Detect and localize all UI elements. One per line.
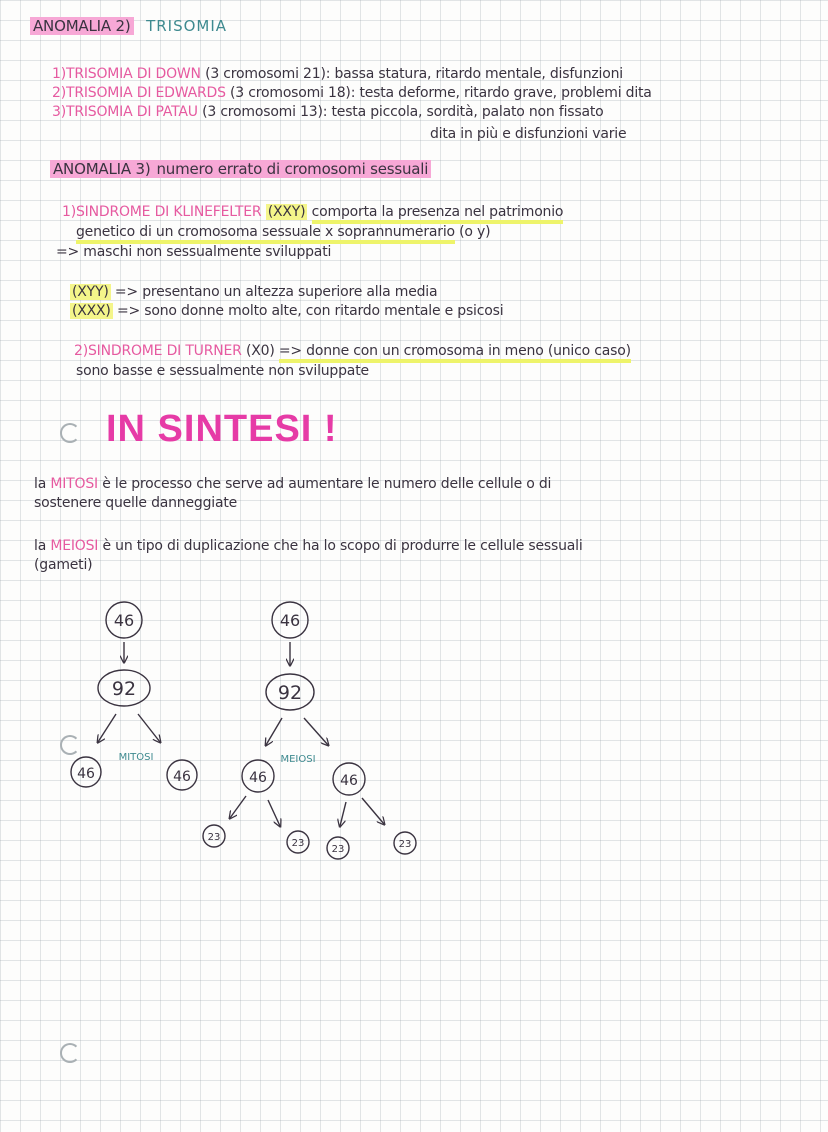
arrow bbox=[340, 802, 346, 826]
arrow bbox=[304, 718, 328, 745]
karyotype: (XXX) bbox=[72, 303, 111, 319]
patau-continuation: dita in più e disfunzioni varie bbox=[430, 126, 627, 142]
meiosi-gamete: 23 bbox=[207, 832, 221, 843]
prefix: la bbox=[34, 538, 47, 554]
mitosi-mid: 92 bbox=[111, 678, 137, 700]
karyotype-desc: => presentano un altezza superiore alla media bbox=[114, 284, 438, 300]
karyotype-desc: => sono donne molto alte, con ritardo mentale e psicosi bbox=[116, 303, 504, 319]
karyotype: (XYY) bbox=[72, 284, 109, 300]
syndrome-desc: => donne con un cromosoma in meno (unico caso) bbox=[279, 343, 631, 363]
definition-text: è un tipo di duplicazione che ha lo scopo di produrre le cellule sessuali bbox=[102, 538, 583, 554]
arrow bbox=[268, 800, 280, 826]
item-desc: (3 cromosomi 21): bassa statura, ritardo mentale, disfunzioni bbox=[205, 66, 623, 82]
item-number: 1) bbox=[52, 66, 66, 82]
item-desc: (3 cromosomi 13): testa piccola, sordità, palato non fissato bbox=[202, 104, 604, 120]
term-meiosi: MEIOSI bbox=[50, 538, 99, 554]
syndrome-name: SINDROME DI TURNER bbox=[87, 343, 242, 359]
section3-subheading: numero errato di cromosomi sessuali bbox=[154, 160, 432, 178]
syndrome-name: SINDROME DI KLINEFELTER bbox=[75, 204, 262, 220]
arrow bbox=[98, 714, 116, 742]
syndrome-desc: (o y) bbox=[459, 224, 491, 240]
definition-text: è le processo che serve ad aumentare le numero delle cellule o di bbox=[102, 476, 552, 492]
section2-subheading: TRISOMIA bbox=[146, 17, 228, 35]
prefix: la bbox=[34, 476, 47, 492]
mitosi-label: MITOSI bbox=[118, 752, 154, 763]
item-number: 2) bbox=[74, 343, 88, 359]
item-number: 2) bbox=[52, 85, 66, 101]
meiosi-gamete: 23 bbox=[398, 839, 412, 850]
meiosi-definition-cont: (gameti) bbox=[34, 557, 93, 573]
karyotype: (X0) bbox=[245, 343, 275, 359]
mitosi-root: 46 bbox=[113, 611, 135, 630]
section3-heading: ANOMALIA 3) bbox=[50, 160, 154, 178]
mitosi-child: 46 bbox=[77, 766, 95, 782]
arrow bbox=[138, 714, 160, 742]
syndrome-desc: comporta la presenza nel patrimonio bbox=[312, 204, 564, 224]
summary-title: IN SINTESI ! bbox=[106, 408, 338, 450]
section2-heading: ANOMALIA 2) bbox=[30, 17, 134, 35]
meiosi-mid: 92 bbox=[277, 682, 303, 704]
mitosi-definition-cont: sostenere quelle danneggiate bbox=[34, 495, 238, 511]
turner-line2: sono basse e sessualmente non sviluppate bbox=[76, 363, 369, 379]
item-number: 1) bbox=[62, 204, 76, 220]
item-name: TRISOMIA DI EDWARDS bbox=[65, 85, 226, 101]
mitosi-child: 46 bbox=[173, 769, 191, 785]
syndrome-desc: genetico di un cromosoma sessuale x soprannumerario bbox=[76, 224, 455, 244]
arrow bbox=[362, 798, 384, 824]
arrow bbox=[266, 718, 282, 745]
item-name: TRISOMIA DI DOWN bbox=[65, 66, 201, 82]
karyotype: (XXY) bbox=[267, 204, 306, 220]
item-number: 3) bbox=[52, 104, 66, 120]
meiosi-gamete: 23 bbox=[291, 838, 305, 849]
meiosi-root: 46 bbox=[279, 611, 301, 630]
meiosi-label: MEIOSI bbox=[280, 754, 316, 765]
meiosi-child: 46 bbox=[249, 770, 267, 786]
item-name: TRISOMIA DI PATAU bbox=[65, 104, 198, 120]
term-mitosi: MITOSI bbox=[50, 476, 98, 492]
meiosi-child: 46 bbox=[340, 773, 358, 789]
item-desc: (3 cromosomi 18): testa deforme, ritardo grave, problemi dita bbox=[230, 85, 652, 101]
arrow bbox=[230, 796, 246, 818]
meiosi-gamete: 23 bbox=[331, 844, 345, 855]
klinefelter-line3: => maschi non sessualmente sviluppati bbox=[56, 244, 332, 260]
